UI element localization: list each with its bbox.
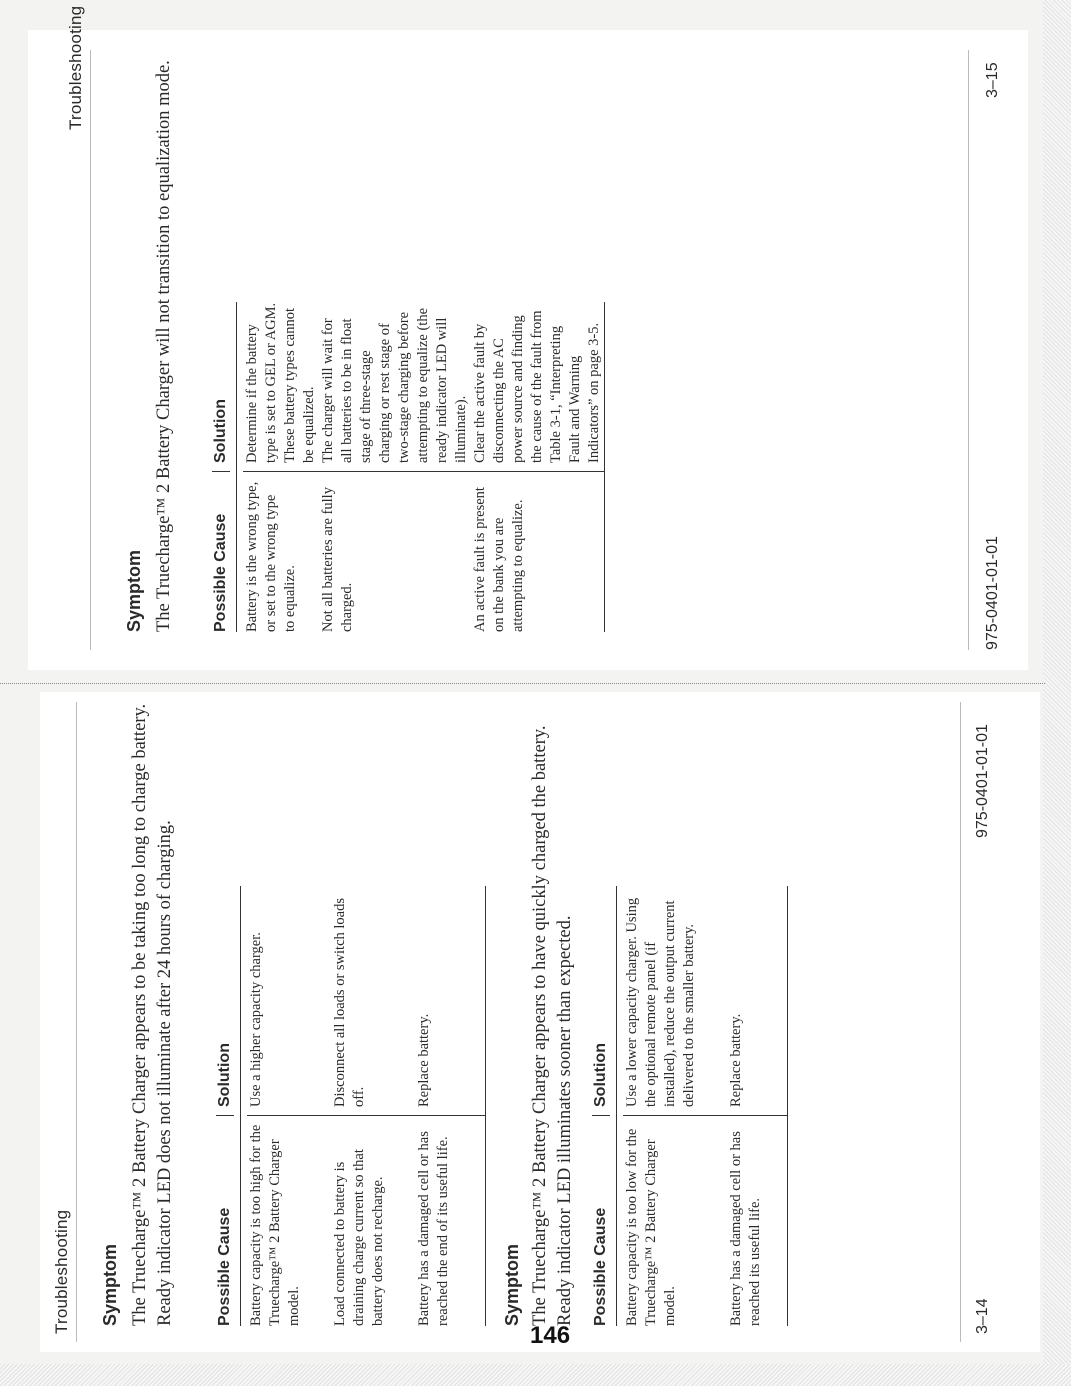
troubleshooting-table [212, 302, 605, 632]
page-3-15 [28, 5, 1028, 670]
table-row [415, 886, 485, 1326]
footer-rule [968, 50, 969, 650]
cause-cell: Battery is the wrong type, or set to the wrong type to equalize. [244, 481, 298, 632]
symptom-heading: Symptom [502, 1243, 522, 1326]
table-row [331, 886, 415, 1326]
section-header: Troubleshooting [52, 1209, 71, 1334]
symptom-heading: Symptom [100, 1243, 120, 1326]
cause-cell: Battery has a damaged cell or has reached the end of its useful life. [416, 1131, 451, 1326]
cause-cell: Not all batteries are fully charged. [320, 487, 355, 632]
solution-cell: Disconnect all loads or switch loads off. [331, 886, 415, 1116]
cause-cell: Battery capacity is too high for the Truecharge™ 2 Battery Charger model. [248, 1124, 302, 1326]
header-rule [76, 702, 77, 1342]
cause-cell: An active fault is present on the bank you are attempting to equalize. [472, 487, 526, 632]
symptom-text: The Truecharge™ 2 Battery Charger appears to have quickly charged the battery. Ready indicator LED illuminates sooner than expected. [530, 725, 575, 1326]
footer-page-number: 3–14 [974, 1298, 991, 1334]
cause-cell: Battery has a damaged cell or has reached its useful life. [728, 1131, 763, 1326]
table-row [471, 302, 604, 632]
col-possible-cause: Possible Cause [592, 1207, 609, 1326]
footer-doc-number: 975-0401-01-01 [984, 536, 1001, 650]
symptom-text: The Truecharge™ 2 Battery Charger will not transition to equalization mode. [154, 60, 174, 632]
symptom-text: The Truecharge™ 2 Battery Charger appears to be taking too long to charge battery. Ready indicator LED does not illuminate after 24 hours of charging. [130, 703, 175, 1326]
table-row [237, 302, 319, 632]
solution-cell: Determine if the battery type is set to GEL or AGM. These battery types cannot be equalized. [243, 302, 319, 472]
col-solution: Solution [212, 302, 230, 472]
scan-edge-shading [1043, 0, 1071, 1386]
page-3-14 [40, 692, 1040, 1352]
solution-cell: Replace battery. [415, 886, 485, 1116]
table-header [216, 886, 241, 1326]
solution-cell: Use a higher capacity charger. [247, 886, 331, 1116]
footer-rule [960, 702, 961, 1342]
solution-cell: The charger will wait for all batteries to be in float stage of three-stage charging or rest stage of two-stage charging before attempting to equalize (the ready indicator LED will illuminate). [319, 302, 471, 472]
symptom-heading: Symptom [124, 549, 144, 632]
solution-cell: Clear the active fault by disconnecting the AC power source and finding the cause of the fault from Table 3-1, “Interpreting Fault and Warning Indicators” on page 3-5. [471, 302, 604, 472]
solution-cell: Replace battery. [727, 886, 787, 1116]
footer-doc-number: 975-0401-01-01 [974, 724, 991, 838]
troubleshooting-table [216, 886, 486, 1326]
cause-cell: Battery capacity is too low for the Truecharge™ 2 Battery Charger model. [624, 1128, 678, 1326]
solution-cell: Use a lower capacity charger. Using the optional remote panel (if installed), reduce the output current delivered to the smaller battery. [623, 886, 727, 1116]
book-binding-line [0, 683, 1045, 684]
table-row [727, 886, 787, 1326]
cause-cell: Load connected to battery is draining charge current so that battery does not recharge. [332, 1149, 386, 1326]
table-row [319, 302, 471, 632]
table-header [212, 302, 237, 632]
table-row [617, 886, 727, 1326]
col-solution: Solution [216, 886, 234, 1116]
scan-bottom-shading [0, 1364, 1071, 1386]
table-header [592, 886, 617, 1326]
col-possible-cause: Possible Cause [212, 513, 229, 632]
col-possible-cause: Possible Cause [216, 1207, 233, 1326]
col-solution: Solution [592, 886, 610, 1116]
header-rule [90, 50, 91, 650]
footer-page-number: 3–15 [984, 62, 1001, 98]
scan-page-number: 146 [530, 1322, 571, 1349]
section-header: Troubleshooting [66, 5, 85, 130]
troubleshooting-table [592, 886, 788, 1326]
table-row [241, 886, 331, 1326]
